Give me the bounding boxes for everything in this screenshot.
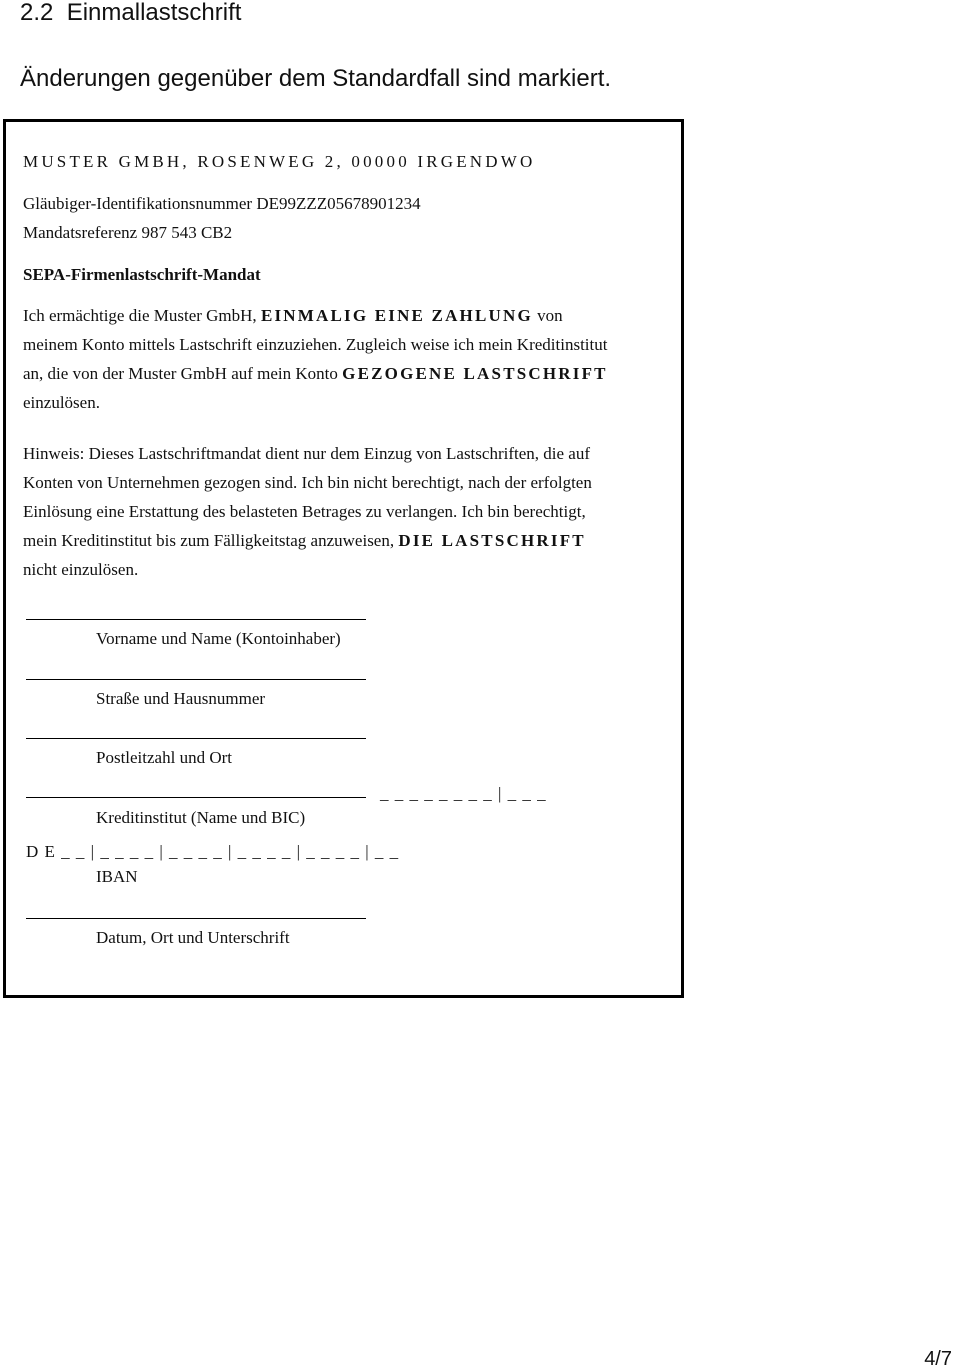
bic-blank[interactable]: _ _ _ _ _ _ _ _ | _ _ _ xyxy=(380,784,547,803)
iban-label: IBAN xyxy=(96,867,138,886)
marked-change: EINMALIG EINE ZAHLUNG xyxy=(260,306,533,325)
bank-label: Kreditinstitut (Name und BIC) xyxy=(96,808,306,827)
date-label: Datum, Ort und Unterschrift xyxy=(96,928,290,947)
mandate-form xyxy=(3,119,684,998)
bank-signature-line[interactable] xyxy=(26,797,366,798)
date-signature-line[interactable] xyxy=(26,918,366,919)
notice-line-4: mein Kreditinstitut bis zum Fälligkeitstag anzuweisen, DIE LASTSCHRIFT xyxy=(23,531,586,550)
notice-line-5: nicht einzulösen. xyxy=(23,560,139,579)
mandate-text-line-3: an, die von der Muster GmbH auf mein Konto GEZOGENE LASTSCHRIFT xyxy=(23,364,608,383)
mandate-text-line-4: einzulösen. xyxy=(23,393,100,412)
section-title: Einmallastschrift xyxy=(66,0,242,26)
city-signature-line[interactable] xyxy=(26,738,366,739)
section-number: 2.2 xyxy=(20,0,54,26)
name-label: Vorname und Name (Kontoinhaber) xyxy=(96,629,341,648)
marked-change: GEZOGENE LASTSCHRIFT xyxy=(342,364,608,383)
marked-change: DIE LASTSCHRIFT xyxy=(398,531,586,550)
section-heading xyxy=(20,0,241,26)
mandate-reference: Mandatsreferenz 987 543 CB2 xyxy=(23,223,233,242)
page-number: 4/7 xyxy=(924,1348,952,1370)
mandate-text-line-1: Ich ermächtige die Muster GmbH, EINMALIG EINE ZAHLUNG von xyxy=(23,306,563,325)
name-signature-line[interactable] xyxy=(26,619,366,620)
lead-text: Änderungen gegenüber dem Standardfall sind markiert. xyxy=(20,65,612,92)
notice-line-1: Hinweis: Dieses Lastschriftmandat dient nur dem Einzug von Lastschriften, die auf xyxy=(23,444,590,463)
iban-blank[interactable]: D E _ _ | _ _ _ _ | _ _ _ _ | _ _ _ _ | _ _ _ _ | _ _ xyxy=(26,842,400,861)
company-line: MUSTER GMBH, ROSENWEG 2, 00000 IRGENDWO xyxy=(23,152,536,171)
street-signature-line[interactable] xyxy=(26,679,366,680)
notice-line-3: Einlösung eine Erstattung des belasteten Betrages zu verlangen. Ich bin berechtigt, xyxy=(23,502,586,521)
city-label: Postleitzahl und Ort xyxy=(96,748,232,767)
mandate-text-line-2: meinem Konto mittels Lastschrift einzuziehen. Zugleich weise ich mein Kreditinstitut xyxy=(23,335,608,354)
mandate-title: SEPA-Firmenlastschrift-Mandat xyxy=(23,265,261,284)
creditor-id: Gläubiger-Identifikationsnummer DE99ZZZ05678901234 xyxy=(23,194,421,213)
notice-line-2: Konten von Unternehmen gezogen sind. Ich bin nicht berechtigt, nach der erfolgten xyxy=(23,473,592,492)
street-label: Straße und Hausnummer xyxy=(96,689,266,708)
